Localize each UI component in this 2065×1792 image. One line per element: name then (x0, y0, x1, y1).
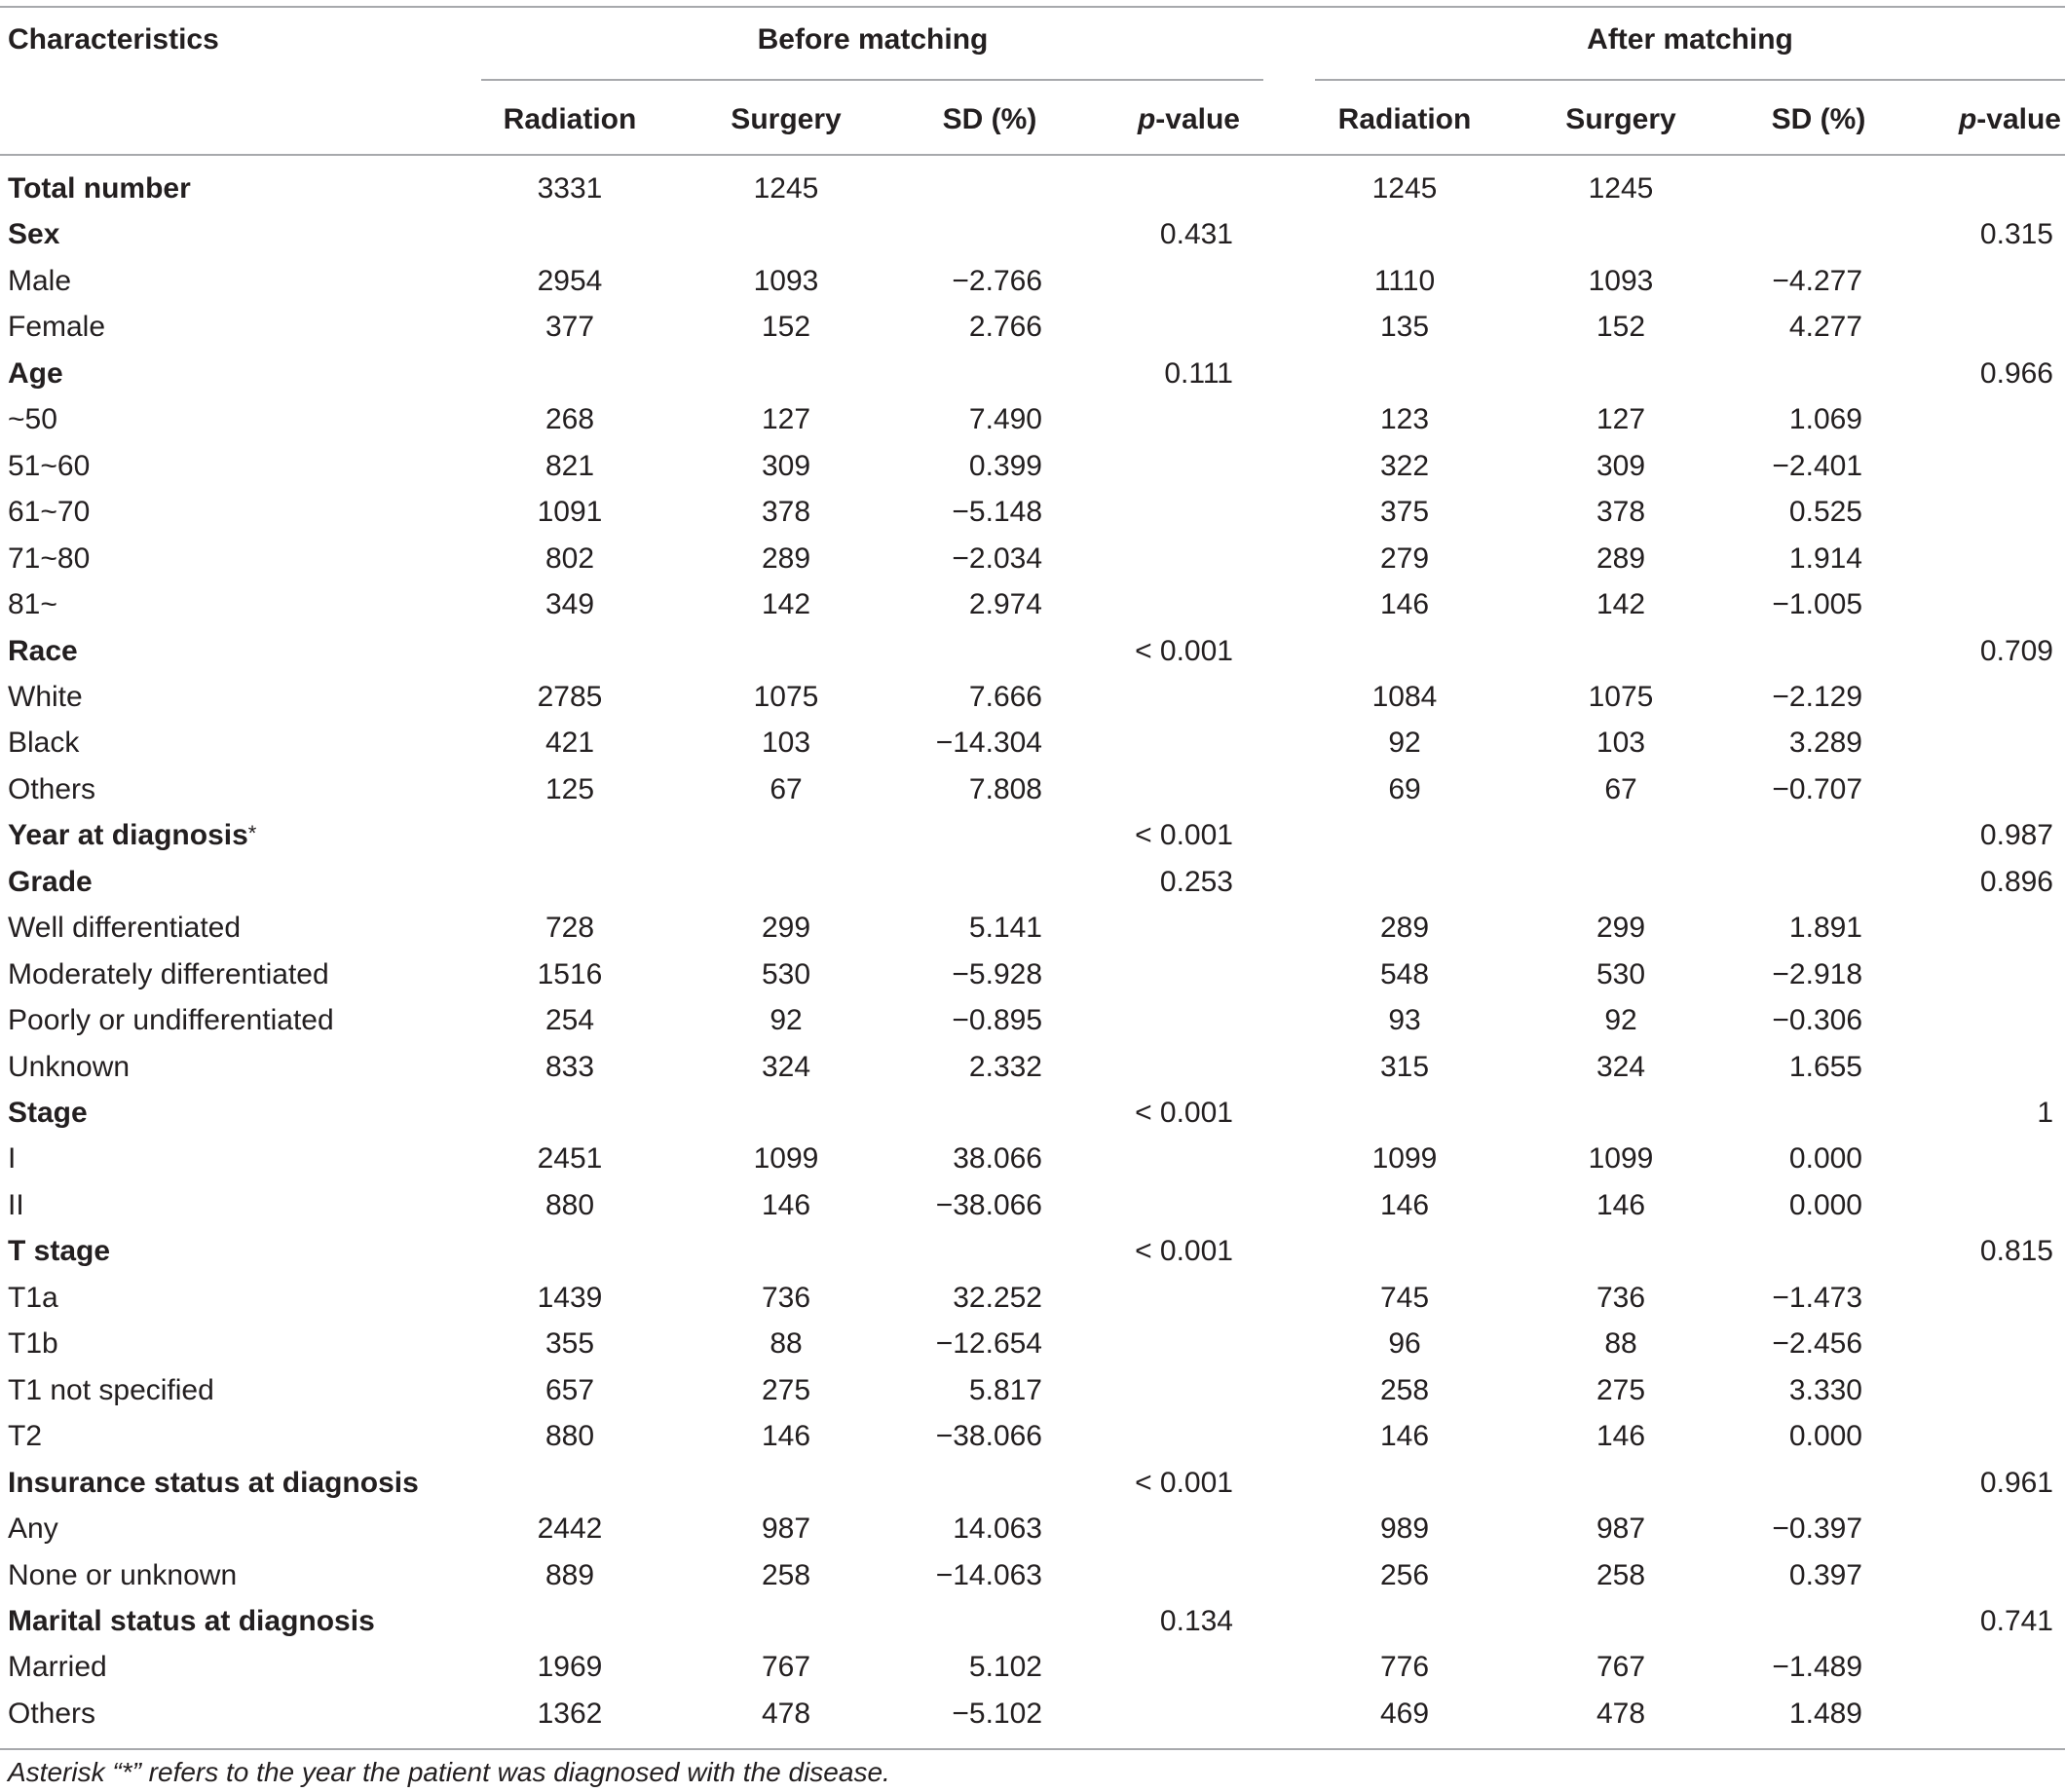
before-surgery-cell: 1099 (753, 1142, 819, 1175)
before-sd-cell: 7.666 (968, 681, 1042, 713)
after-matching-rule (1315, 79, 2065, 81)
after-sd-cell: 0.000 (1788, 1420, 1862, 1452)
before-sd-cell: −5.102 (952, 1698, 1042, 1730)
before-surgery-cell: 103 (761, 727, 811, 759)
before-surgery-cell: 146 (761, 1189, 811, 1221)
after-radiation-cell: 146 (1379, 1189, 1430, 1221)
after-surgery-cell: 530 (1596, 958, 1646, 990)
after-surgery-cell: 127 (1596, 403, 1646, 435)
before-surgery-cell: 127 (761, 403, 811, 435)
after-p-value-cell: 0.741 (1979, 1605, 2053, 1637)
after-surgery-cell: 146 (1596, 1189, 1646, 1221)
after-sd-cell: −0.707 (1772, 773, 1862, 805)
before-surgery-cell: 1245 (753, 172, 819, 205)
before-sd-cell: −38.066 (935, 1189, 1042, 1221)
after-radiation-cell: 258 (1379, 1374, 1430, 1406)
before-sd-cell: −14.304 (935, 727, 1042, 759)
row-label: Poorly or undifferentiated (8, 1004, 334, 1036)
after-sd-cell: −2.918 (1772, 958, 1862, 990)
after-sd-cell: −4.277 (1772, 265, 1862, 297)
footnote-marker: * (247, 821, 257, 845)
before-p-value-cell: < 0.001 (1135, 819, 1233, 851)
after-sd-cell: 3.330 (1788, 1374, 1862, 1406)
p-suffix: -value (1976, 103, 2061, 135)
after-surgery-cell: 1075 (1588, 681, 1654, 713)
before-radiation-cell: 1091 (537, 496, 603, 528)
after-radiation-cell: 469 (1379, 1698, 1430, 1730)
before-radiation-cell: 2442 (537, 1512, 603, 1545)
before-surgery-cell: 309 (761, 450, 811, 482)
row-label: Others (8, 773, 96, 805)
before-surgery-cell: 67 (770, 773, 803, 805)
after-surgery-cell: 299 (1596, 912, 1646, 944)
after-radiation-cell: 289 (1379, 912, 1430, 944)
before-radiation-cell: 254 (544, 1004, 595, 1036)
row-label: T1 not specified (8, 1374, 214, 1406)
p-suffix: -value (1155, 103, 1240, 135)
after-radiation-cell: 69 (1388, 773, 1421, 805)
after-surgery-cell: 324 (1596, 1051, 1646, 1083)
before-sd-cell: −2.034 (952, 542, 1042, 575)
row-label: Black (8, 727, 80, 759)
before-matching-rule (481, 79, 1263, 81)
after-p-value-cell: 1 (2037, 1097, 2053, 1129)
row-label: T2 (8, 1420, 43, 1452)
after-surgery-header: Surgery (1565, 103, 1676, 135)
before-sd-cell: −5.928 (952, 958, 1042, 990)
row-label: Grade (8, 866, 93, 898)
before-surgery-cell: 275 (761, 1374, 811, 1406)
after-surgery-cell: 1093 (1588, 265, 1654, 297)
after-radiation-cell: 1110 (1373, 265, 1436, 297)
after-sd-cell: 0.397 (1788, 1559, 1862, 1591)
before-matching-header: Before matching (757, 23, 989, 56)
before-sd-cell: 38.066 (953, 1142, 1042, 1175)
before-p-value-header (1138, 100, 1240, 139)
before-p-value-cell: < 0.001 (1135, 635, 1233, 667)
before-sd-cell: 2.974 (968, 588, 1042, 620)
before-radiation-cell: 1362 (537, 1698, 603, 1730)
before-surgery-cell: 987 (761, 1512, 811, 1545)
footnote: Asterisk “*” refers to the year the patient was diagnosed with the disease. (8, 1757, 890, 1787)
before-radiation-cell: 1969 (537, 1651, 603, 1683)
row-label: Total number (8, 172, 191, 205)
after-surgery-cell: 987 (1596, 1512, 1646, 1545)
before-radiation-cell: 268 (544, 403, 595, 435)
after-p-value-cell: 0.961 (1979, 1467, 2053, 1499)
after-radiation-cell: 146 (1379, 588, 1430, 620)
before-sd-cell: 0.399 (968, 450, 1042, 482)
after-radiation-cell: 1099 (1371, 1142, 1438, 1175)
after-radiation-cell: 135 (1379, 311, 1430, 343)
after-sd-cell: 0.525 (1788, 496, 1862, 528)
after-radiation-cell: 146 (1379, 1420, 1430, 1452)
row-label: 81~ (8, 588, 57, 620)
after-radiation-cell: 375 (1379, 496, 1430, 528)
after-radiation-cell: 93 (1388, 1004, 1421, 1036)
before-radiation-cell: 821 (544, 450, 595, 482)
after-surgery-cell: 1099 (1588, 1142, 1654, 1175)
after-radiation-cell: 1084 (1371, 681, 1438, 713)
before-surgery-cell: 378 (761, 496, 811, 528)
table-bottom-rule (0, 1748, 2065, 1750)
row-label: Race (8, 635, 78, 667)
after-radiation-cell: 92 (1388, 727, 1421, 759)
before-sd-cell: 7.490 (968, 403, 1042, 435)
before-radiation-cell: 421 (544, 727, 595, 759)
after-p-value-cell: 0.815 (1979, 1235, 2053, 1267)
row-label: Moderately differentiated (8, 958, 329, 990)
before-sd-cell: −2.766 (952, 265, 1042, 297)
before-radiation-cell: 2451 (537, 1142, 603, 1175)
after-surgery-cell: 67 (1604, 773, 1637, 805)
after-radiation-cell: 256 (1379, 1559, 1430, 1591)
after-sd-cell: 4.277 (1788, 311, 1862, 343)
before-radiation-header: Radiation (503, 103, 637, 135)
before-surgery-cell: 478 (761, 1698, 811, 1730)
after-radiation-header: Radiation (1337, 103, 1472, 135)
characteristics-header: Characteristics (8, 23, 219, 56)
before-sd-cell: −14.063 (935, 1559, 1042, 1591)
row-label: T1b (8, 1327, 58, 1360)
row-label: 51~60 (8, 450, 91, 482)
row-label: None or unknown (8, 1559, 238, 1591)
after-sd-cell: −1.473 (1772, 1282, 1862, 1314)
after-sd-cell: −0.306 (1772, 1004, 1862, 1036)
header-bottom-rule (0, 154, 2065, 156)
before-radiation-cell: 657 (544, 1374, 595, 1406)
before-radiation-cell: 125 (544, 773, 595, 805)
after-matching-header: After matching (1587, 23, 1793, 56)
before-radiation-cell: 349 (544, 588, 595, 620)
before-surgery-cell: 258 (761, 1559, 811, 1591)
before-sd-cell: 2.766 (968, 311, 1042, 343)
before-radiation-cell: 355 (544, 1327, 595, 1360)
after-sd-cell: 0.000 (1788, 1142, 1862, 1175)
after-p-value-header (1959, 100, 2061, 139)
after-surgery-cell: 767 (1596, 1651, 1646, 1683)
after-sd-cell: 0.000 (1788, 1189, 1862, 1221)
after-radiation-cell: 96 (1388, 1327, 1421, 1360)
row-label: Female (8, 311, 106, 343)
after-sd-cell: 1.891 (1788, 912, 1862, 944)
row-label: T stage (8, 1235, 111, 1267)
after-radiation-cell: 548 (1379, 958, 1430, 990)
after-sd-cell: 1.655 (1788, 1051, 1862, 1083)
after-sd-cell: −2.401 (1772, 450, 1862, 482)
after-p-value-cell: 0.709 (1979, 635, 2053, 667)
before-radiation-cell: 889 (544, 1559, 595, 1591)
after-surgery-cell: 152 (1596, 311, 1646, 343)
before-radiation-cell: 1439 (537, 1282, 603, 1314)
before-sd-cell: −0.895 (952, 1004, 1042, 1036)
before-surgery-header: Surgery (731, 103, 842, 135)
row-label: Unknown (8, 1051, 131, 1083)
after-sd-cell: 3.289 (1788, 727, 1862, 759)
before-p-value-cell: < 0.001 (1135, 1097, 1233, 1129)
after-surgery-cell: 88 (1604, 1327, 1637, 1360)
after-radiation-cell: 322 (1379, 450, 1430, 482)
before-p-value-cell: 0.134 (1159, 1605, 1233, 1637)
p-letter: p (1137, 103, 1156, 135)
row-label: Sex (8, 218, 60, 250)
row-label: ~50 (8, 403, 57, 435)
after-sd-cell: 1.914 (1788, 542, 1862, 575)
after-surgery-cell: 142 (1596, 588, 1646, 620)
before-radiation-cell: 2785 (537, 681, 603, 713)
row-label: White (8, 681, 83, 713)
after-p-value-cell: 0.315 (1979, 218, 2053, 250)
before-p-value-cell: < 0.001 (1135, 1235, 1233, 1267)
before-radiation-cell: 833 (544, 1051, 595, 1083)
after-p-value-cell: 0.966 (1979, 357, 2053, 390)
after-surgery-cell: 289 (1596, 542, 1646, 575)
after-sd-cell: −0.397 (1772, 1512, 1862, 1545)
row-label: Any (8, 1512, 58, 1545)
before-surgery-cell: 1075 (753, 681, 819, 713)
before-p-value-cell: 0.431 (1159, 218, 1233, 250)
row-label: Age (8, 357, 63, 390)
before-p-value-cell: 0.111 (1164, 357, 1233, 390)
after-radiation-cell: 776 (1379, 1651, 1430, 1683)
after-surgery-cell: 736 (1596, 1282, 1646, 1314)
row-label: T1a (8, 1282, 58, 1314)
before-surgery-cell: 146 (761, 1420, 811, 1452)
after-p-value-cell: 0.896 (1979, 866, 2053, 898)
before-sd-cell: 5.102 (968, 1651, 1042, 1683)
before-surgery-cell: 736 (761, 1282, 811, 1314)
row-label: Well differentiated (8, 912, 242, 944)
after-surgery-cell: 146 (1596, 1420, 1646, 1452)
before-sd-cell: −38.066 (935, 1420, 1042, 1452)
before-radiation-cell: 1516 (537, 958, 603, 990)
before-radiation-cell: 802 (544, 542, 595, 575)
row-label: Others (8, 1698, 96, 1730)
after-sd-cell: −1.005 (1772, 588, 1862, 620)
before-radiation-cell: 880 (544, 1189, 595, 1221)
after-sd-cell: 1.069 (1788, 403, 1862, 435)
after-sd-cell: −2.456 (1772, 1327, 1862, 1360)
after-radiation-cell: 279 (1379, 542, 1430, 575)
row-label: Male (8, 265, 72, 297)
after-p-value-cell: 0.987 (1979, 819, 2053, 851)
before-radiation-cell: 377 (544, 311, 595, 343)
before-surgery-cell: 289 (761, 542, 811, 575)
before-radiation-cell: 880 (544, 1420, 595, 1452)
p-letter: p (1958, 103, 1977, 135)
row-label: Married (8, 1651, 107, 1683)
after-surgery-cell: 275 (1596, 1374, 1646, 1406)
top-rule (0, 6, 2065, 8)
before-surgery-cell: 530 (761, 958, 811, 990)
after-surgery-cell: 478 (1596, 1698, 1646, 1730)
before-sd-cell: 7.808 (968, 773, 1042, 805)
after-radiation-cell: 745 (1379, 1282, 1430, 1314)
before-sd-cell: −12.654 (935, 1327, 1042, 1360)
before-p-value-cell: 0.253 (1159, 866, 1233, 898)
before-sd-header: SD (%) (942, 103, 1037, 135)
before-sd-cell: 5.817 (968, 1374, 1042, 1406)
row-label: 71~80 (8, 542, 91, 575)
row-label: Stage (8, 1097, 88, 1129)
before-surgery-cell: 142 (761, 588, 811, 620)
row-label: I (8, 1142, 17, 1175)
after-sd-header: SD (%) (1771, 103, 1866, 135)
before-sd-cell: 32.252 (953, 1282, 1042, 1314)
before-surgery-cell: 324 (761, 1051, 811, 1083)
before-surgery-cell: 152 (761, 311, 811, 343)
before-radiation-cell: 3331 (537, 172, 603, 205)
after-radiation-cell: 989 (1379, 1512, 1430, 1545)
before-surgery-cell: 88 (770, 1327, 803, 1360)
before-sd-cell: 14.063 (953, 1512, 1042, 1545)
before-surgery-cell: 299 (761, 912, 811, 944)
after-surgery-cell: 258 (1596, 1559, 1646, 1591)
after-surgery-cell: 309 (1596, 450, 1646, 482)
row-label: Year at diagnosis* (8, 819, 257, 851)
after-radiation-cell: 315 (1379, 1051, 1430, 1083)
before-sd-cell: 5.141 (968, 912, 1042, 944)
row-label: Insurance status at diagnosis (8, 1467, 419, 1499)
before-surgery-cell: 767 (761, 1651, 811, 1683)
before-p-value-cell: < 0.001 (1135, 1467, 1233, 1499)
after-sd-cell: −2.129 (1772, 681, 1862, 713)
after-radiation-cell: 123 (1379, 403, 1430, 435)
after-sd-cell: −1.489 (1772, 1651, 1862, 1683)
after-surgery-cell: 103 (1596, 727, 1646, 759)
row-label: II (8, 1189, 24, 1221)
before-surgery-cell: 1093 (753, 265, 819, 297)
row-label: Marital status at diagnosis (8, 1605, 375, 1637)
before-sd-cell: −5.148 (952, 496, 1042, 528)
after-surgery-cell: 378 (1596, 496, 1646, 528)
before-radiation-cell: 2954 (537, 265, 603, 297)
row-label: 61~70 (8, 496, 91, 528)
before-sd-cell: 2.332 (968, 1051, 1042, 1083)
before-radiation-cell: 728 (544, 912, 595, 944)
after-surgery-cell: 92 (1604, 1004, 1637, 1036)
after-surgery-cell: 1245 (1588, 172, 1654, 205)
after-sd-cell: 1.489 (1788, 1698, 1862, 1730)
after-radiation-cell: 1245 (1371, 172, 1438, 205)
before-surgery-cell: 92 (770, 1004, 803, 1036)
